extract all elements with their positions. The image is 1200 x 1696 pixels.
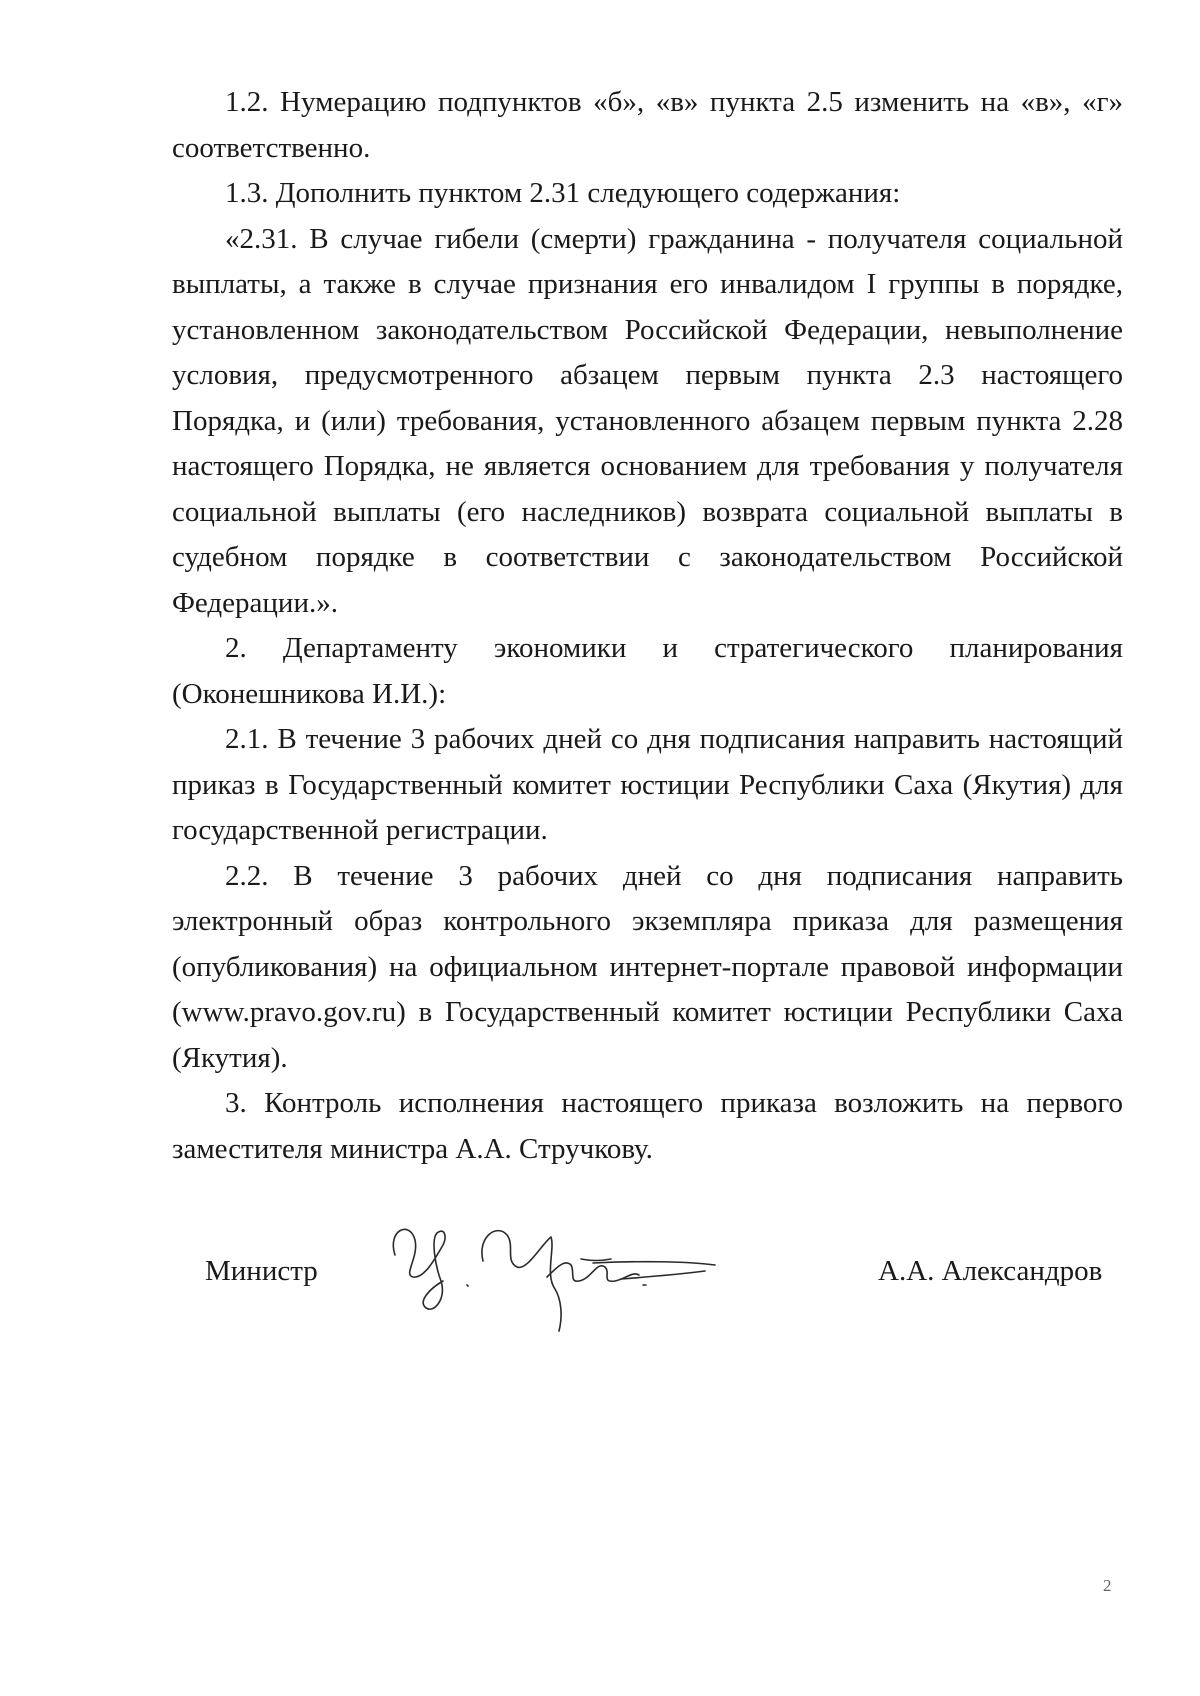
paragraph-3: 3. Контроль исполнения настоящего приказа возложить на первого заместителя министра А.А. Стручкову. — [172, 1087, 1123, 1165]
paragraph-2-1: 2.1. В течение 3 рабочих дней со дня подписания направить настоящий приказ в Государственный комитет юстиции Республики Саха (Якутия) для государственной регистрации. — [172, 723, 1123, 846]
signatory-title: Министр — [205, 1255, 318, 1287]
handwritten-signature — [385, 1215, 745, 1335]
paragraph-2-31-quote: «2.31. В случае гибели (смерти) гражданина - получателя социальной выплаты, а также в случае признания его инвалидом I группы в порядке, установленном законодательством Российской Федерации, невыполнение условия, предусмотренного абзацем первым пункта 2.3 настоящего Порядка, и (или) требования, установленного абзацем первым пункта 2.28 настоящего Порядка, не является основанием для требования у получателя социальной выплаты (его наследников) возврата социальной выплаты в судебном порядке в соответствии с законодательством Российской Федерации.». — [172, 222, 1123, 619]
paragraph-1-3: 1.3. Дополнить пунктом 2.31 следующего содержания: — [225, 177, 901, 209]
signatory-name: А.А. Александров — [878, 1255, 1103, 1287]
paragraph-2-2: 2.2. В течение 3 рабочих дней со дня подписания направить электронный образ контрольного экземпляра приказа для размещения (опубликования) на официальном интернет-портале правовой информации (www.pravo.gov.ru) в Государственный комитет юстиции Республики Саха (Якутия). — [172, 859, 1123, 1074]
page-number: 2 — [1103, 1576, 1112, 1595]
paragraph-1-2: 1.2. Нумерацию подпунктов «б», «в» пункта 2.5 изменить на «в», «г» соответственно. — [172, 86, 1123, 164]
paragraph-2: 2. Департаменту экономики и стратегического планирования (Оконешникова И.И.): — [172, 632, 1123, 710]
signature-block — [0, 1220, 1200, 1340]
document-body — [172, 80, 1123, 1172]
